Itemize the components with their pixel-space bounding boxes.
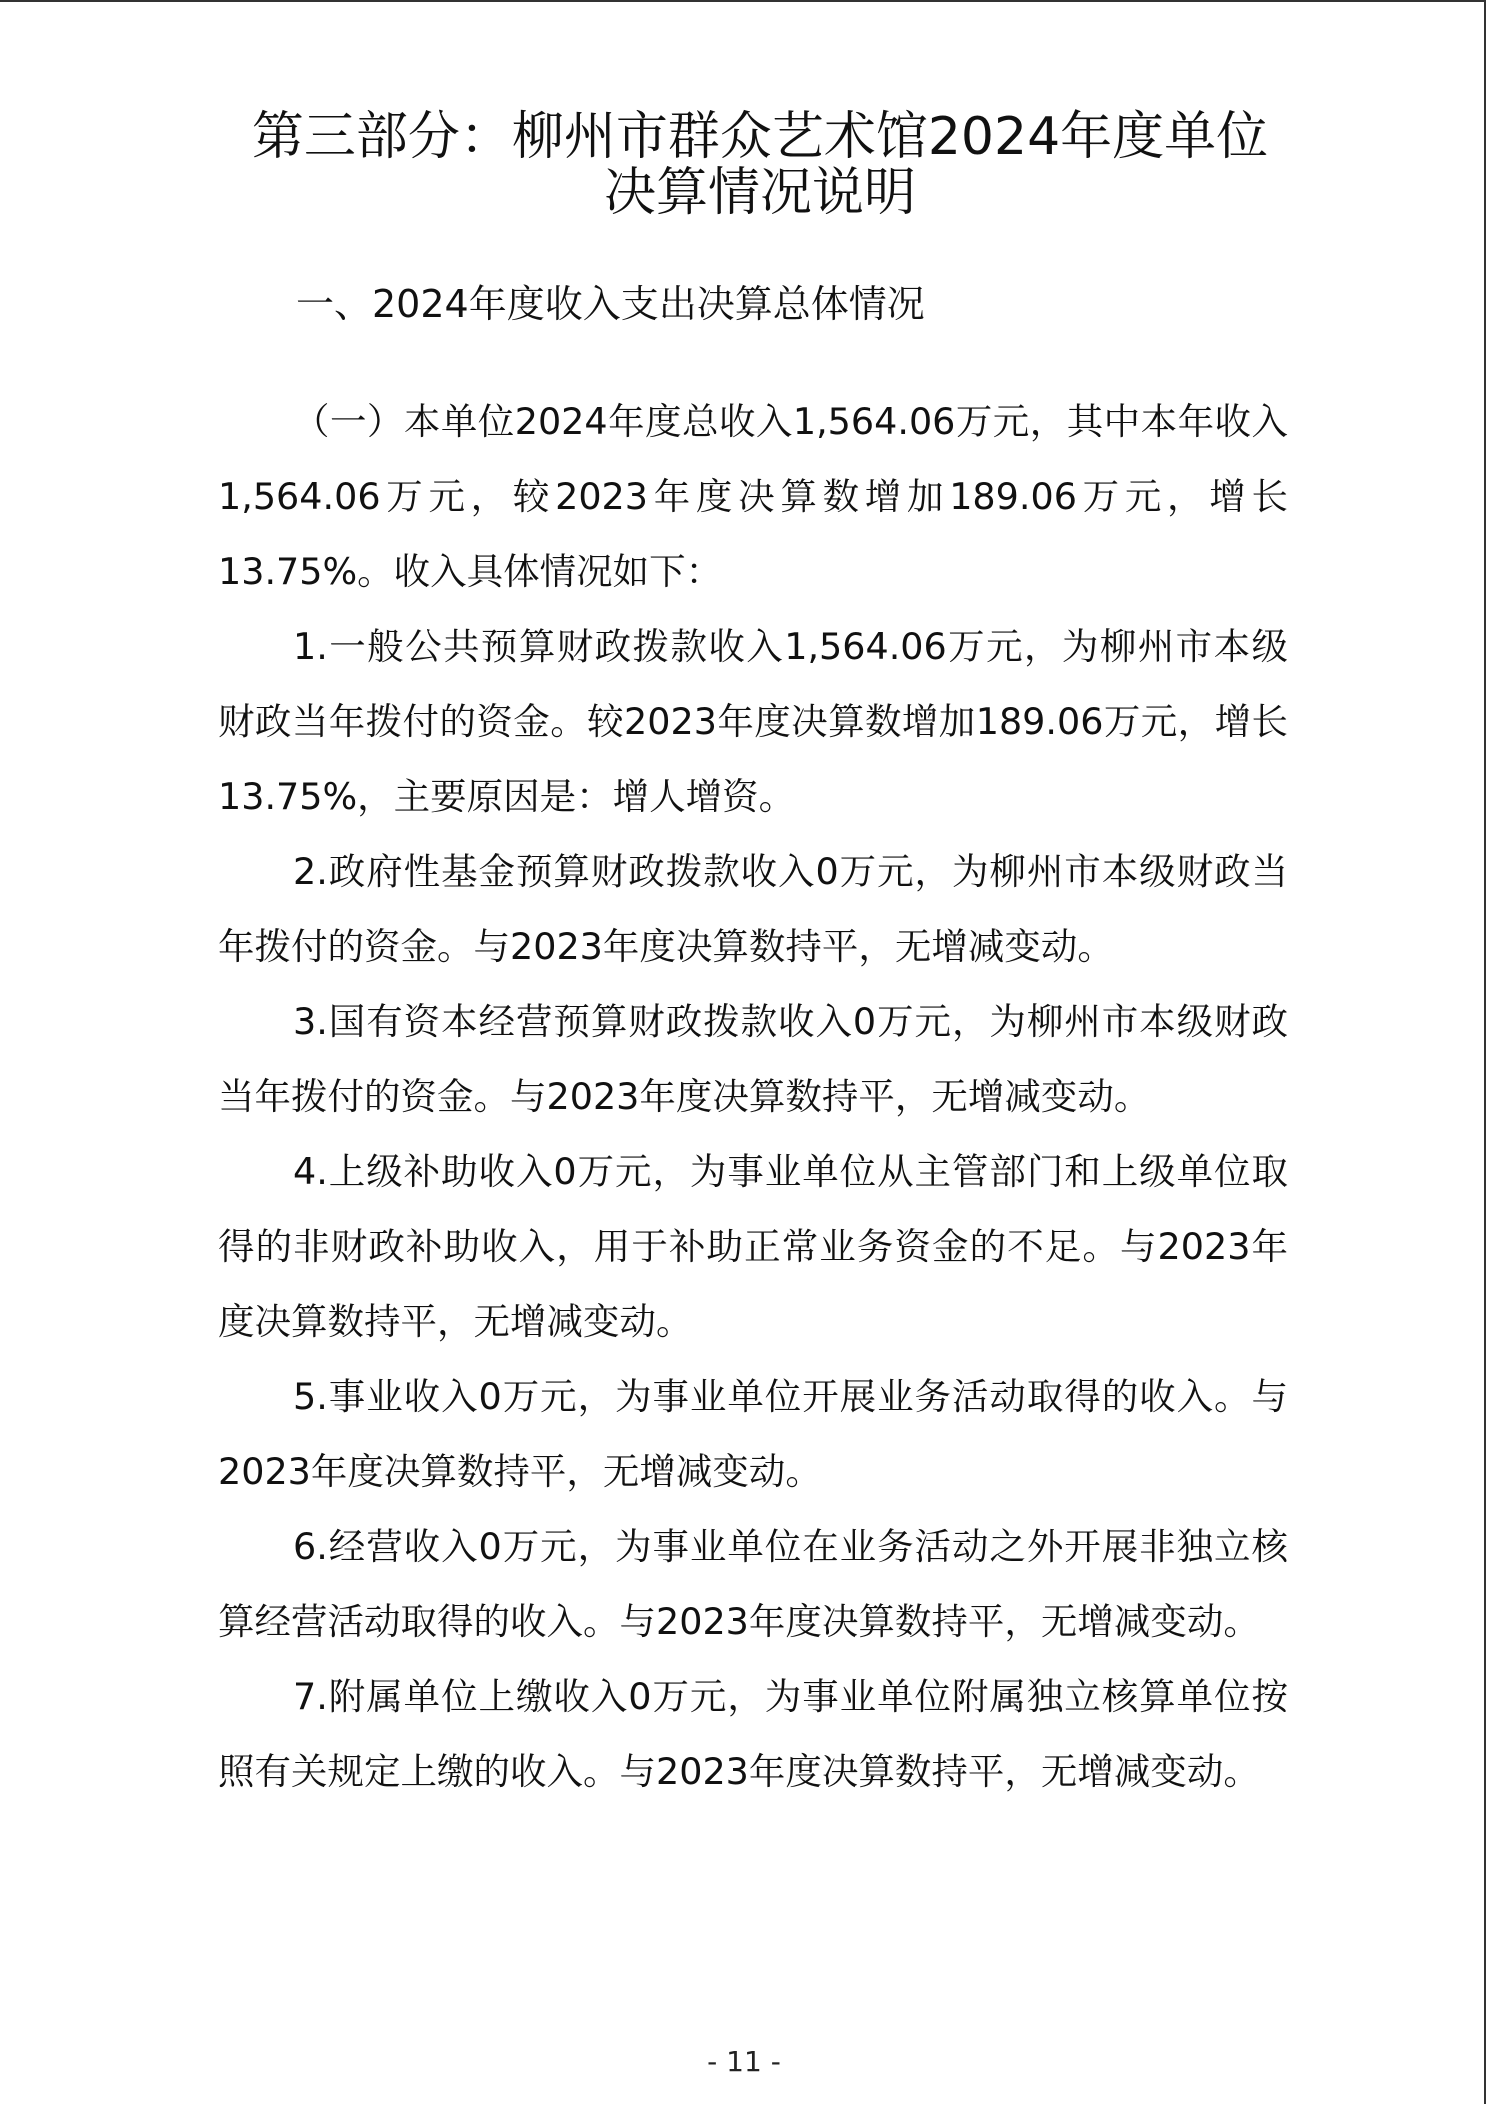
paragraph-general-budget-income: 1.一般公共预算财政拨款收入1,564.06万元，为柳州市本级财政当年拨付的资金。较2023年度决算数增加189.06万元，增长13.75%，主要原因是：增人增资。 — [218, 625, 1288, 818]
paragraph-operating-income: 6.经营收入0万元，为事业单位在业务活动之外开展非独立核算经营活动取得的收入。与2023年度决算数持平，无增减变动。 — [218, 1525, 1288, 1643]
section-heading: 一、2024年度收入支出决算总体情况 — [296, 282, 925, 326]
page-number: - 11 - — [707, 2045, 781, 2078]
document-title-line1: 第三部分：柳州市群众艺术馆2024年度单位 — [251, 107, 1269, 167]
paragraph-government-fund-income: 2.政府性基金预算财政拨款收入0万元，为柳州市本级财政当年拨付的资金。与2023年度决算数持平，无增减变动。 — [218, 850, 1288, 968]
paragraph-affiliated-unit-income: 7.附属单位上缴收入0万元，为事业单位附属独立核算单位按照有关规定上缴的收入。与2023年度决算数持平，无增减变动。 — [218, 1675, 1288, 1793]
paragraph-superior-subsidy-income: 4.上级补助收入0万元，为事业单位从主管部门和上级单位取得的非财政补助收入，用于补助正常业务资金的不足。与2023年度决算数持平，无增减变动。 — [218, 1150, 1288, 1343]
paragraph-state-capital-income: 3.国有资本经营预算财政拨款收入0万元，为柳州市本级财政当年拨付的资金。与2023年度决算数持平，无增减变动。 — [218, 1000, 1288, 1118]
paragraph-business-income: 5.事业收入0万元，为事业单位开展业务活动取得的收入。与2023年度决算数持平，无增减变动。 — [218, 1375, 1288, 1493]
paragraph-income-overview: （一）本单位2024年度总收入1,564.06万元，其中本年收入1,564.06万元，较2023年度决算数增加189.06万元，增长13.75%。收入具体情况如下： — [218, 400, 1288, 593]
document-title-line2: 决算情况说明 — [603, 163, 916, 223]
